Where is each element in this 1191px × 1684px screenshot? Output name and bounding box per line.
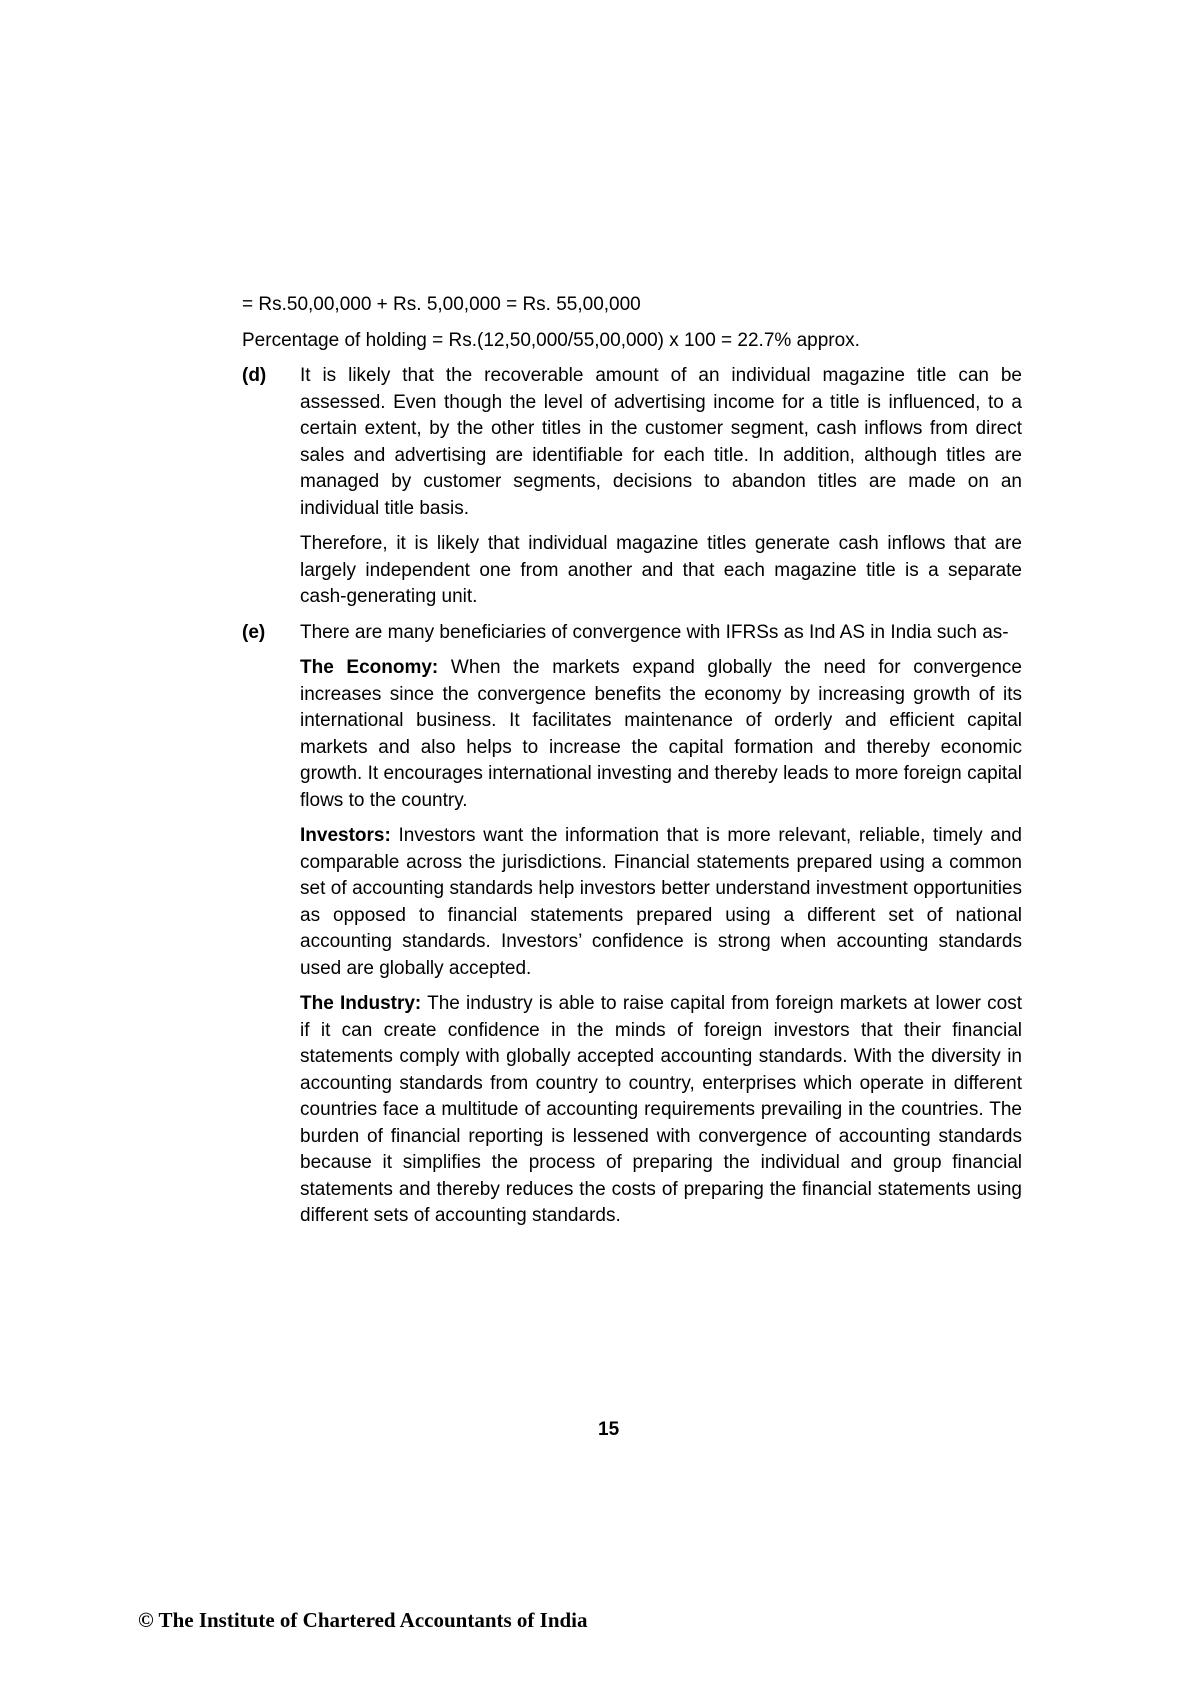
copyright-footer: © The Institute of Chartered Accountants of India bbox=[138, 1608, 588, 1632]
subsection-title-investors: Investors: bbox=[300, 825, 391, 846]
subsection-economy bbox=[300, 655, 1022, 814]
subsection-title-economy: The Economy: bbox=[300, 657, 439, 678]
subsection-industry bbox=[300, 991, 1022, 1230]
list-label-e: (e) bbox=[242, 621, 266, 643]
subsection-title-industry: The Industry: bbox=[300, 993, 422, 1014]
subsection-text-investors: Investors want the information that is more relevant, reliable, timely and comparable across the jurisdictions. Financial statements prepared using a common set of accounting standards help investors better understand investment opportunities as opposed to financial statements prepared using a different set of national accounting standards. Investors’ confidence is strong when accounting standards used are globally accepted. bbox=[300, 825, 1022, 979]
paragraph-therefore: Therefore, it is likely that individual magazine titles generate cash inflows that are largely independent one from another and that each magazine title is a separate cash-generating unit. bbox=[300, 533, 1022, 607]
paragraph-recoverable-amount: It is likely that the recoverable amount of an individual magazine title can be assessed. Even though the level of advertising income for a title is influenced, to a certain extent, by the other titles in the customer segment, cash inflows from direct sales and advertising are identifiable for each title. In addition, although titles are managed by customer segments, decisions to abandon titles are made on an individual title basis. bbox=[300, 365, 1022, 519]
list-item-d bbox=[242, 363, 1022, 620]
list-label-d: (d) bbox=[242, 365, 267, 386]
subsection-investors bbox=[300, 823, 1022, 982]
list-item-e bbox=[242, 620, 1022, 1239]
subsection-text-economy: When the markets expand globally the need for convergence increases since the convergence benefits the economy by increasing growth of its international business. It facilitates maintenance of orderly and efficient capital markets and also helps to increase the capital formation and thereby economic growth. It encourages international investing and thereby leads to more foreign capital flows to the country. bbox=[300, 657, 1023, 811]
subsection-text-industry: The industry is able to raise capital from foreign markets at lower cost if it can create confidence in the minds of foreign investors that their financial statements comply with globally accepted accounting standards. With the diversity in accounting standards from country to country, enterprises which operate in different countries face a multitude of accounting requirements prevailing in the countries. The burden of financial reporting is lessened with convergence of accounting standards because it simplifies the process of preparing the individual and group financial statements and thereby reduces the costs of preparing the financial statements using different sets of accounting standards. bbox=[300, 993, 1023, 1226]
paragraph-beneficiaries-intro: There are many beneficiaries of convergence with IFRSs as Ind AS in India such as- bbox=[300, 621, 1009, 643]
page-content bbox=[242, 292, 1022, 1239]
list-body-d bbox=[300, 363, 1022, 620]
calculation-result-line: = Rs.50,00,000 + Rs. 5,00,000 = Rs. 55,00,000 bbox=[242, 294, 641, 315]
list-body-e bbox=[300, 620, 1022, 1239]
percentage-of-holding-line: Percentage of holding = Rs.(12,50,000/55,00,000) x 100 = 22.7% approx. bbox=[242, 329, 860, 351]
page-number: 15 bbox=[598, 1419, 620, 1440]
